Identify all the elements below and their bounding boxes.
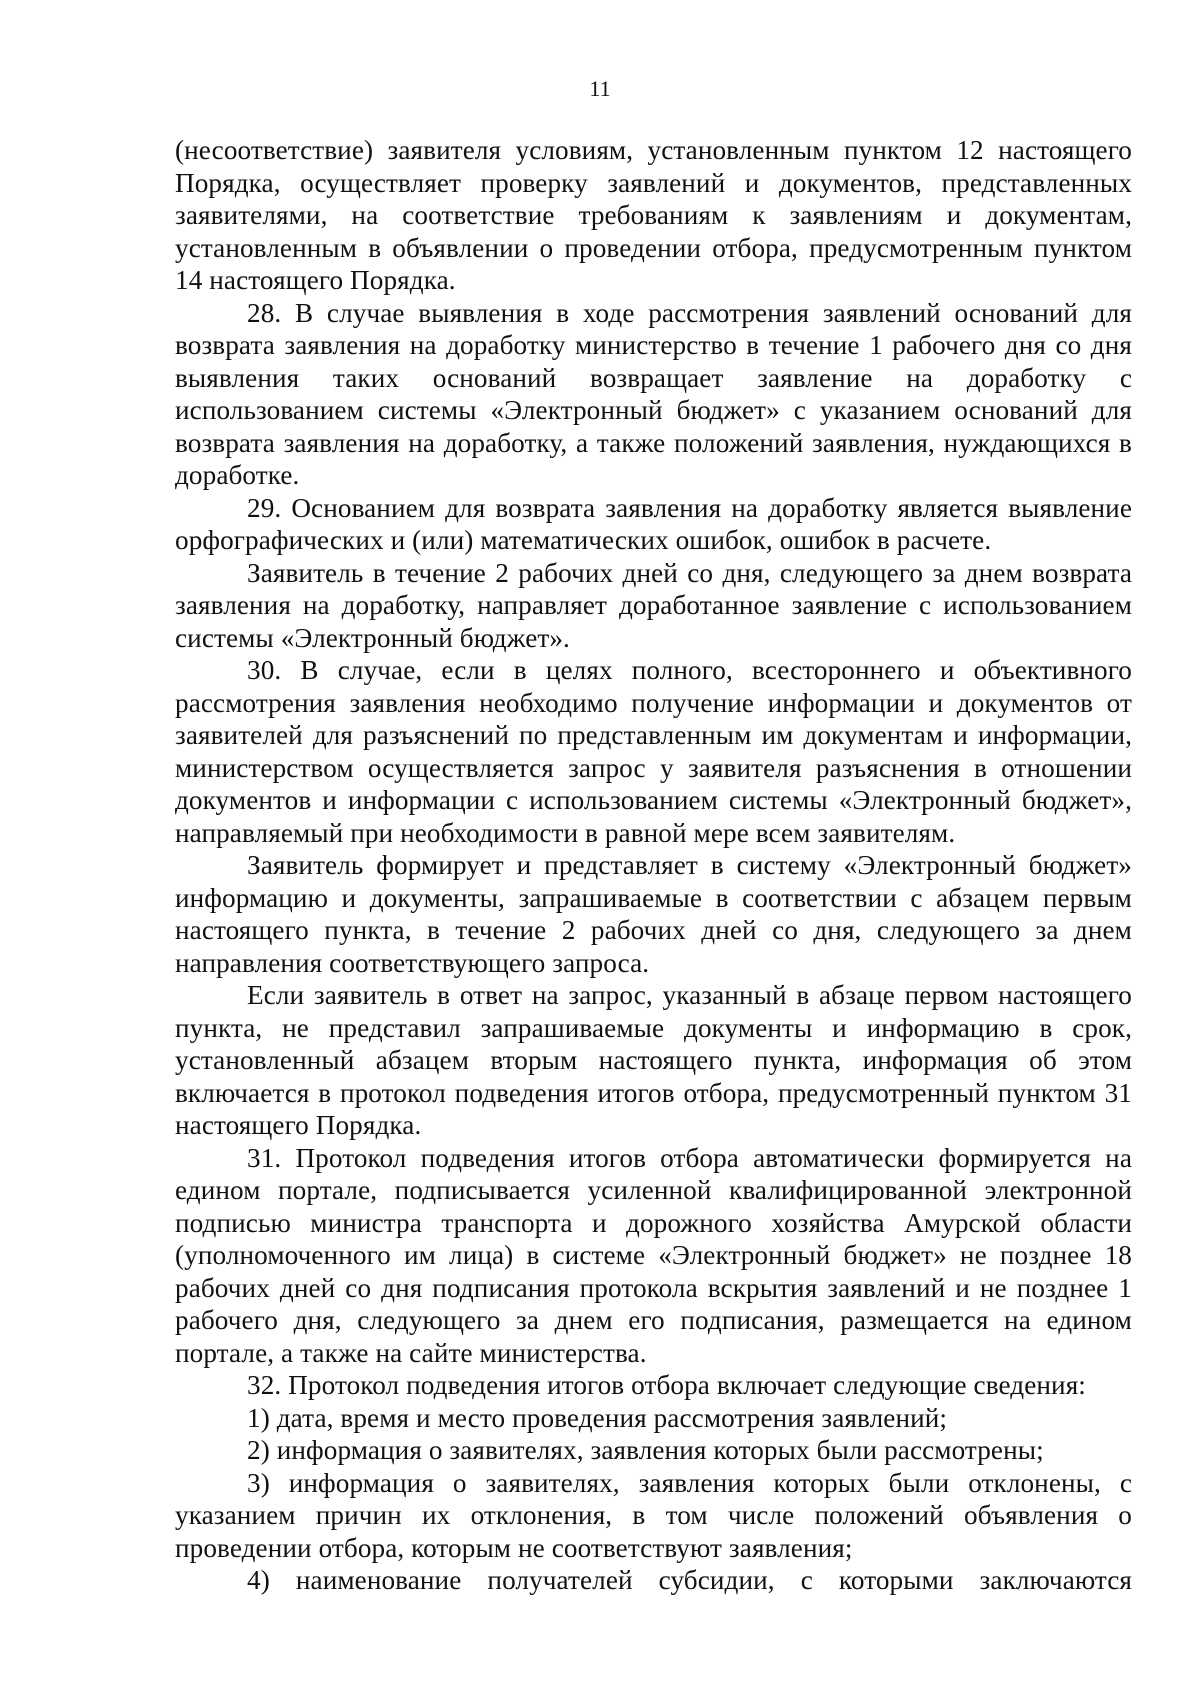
list-item-2: 2) информация о заявителях, заявления которых были рассмотрены; bbox=[247, 1435, 1044, 1465]
list-item-4: 4) наименование получателей субсидии, с которыми заключаются bbox=[247, 1565, 1132, 1595]
list-item-1: 1) дата, время и место проведения рассмотрения заявлений; bbox=[247, 1402, 948, 1433]
document-body bbox=[175, 134, 1132, 1597]
paragraph-item-31: 31. Протокол подведения итогов отбора автоматически формируется на едином портале, подписывается усиленной квалифицированной электронной подписью министра транспорта и дорожного хозяйства Амурской области (уполномоченного им лица) в системе «Электронный бюджет» не позднее 18 рабочих дней со дня подписания протокола вскрытия заявлений и не позднее 1 рабочего дня, следующего за днем его подписания, размещается на едином портале, а также на сайте министерства. bbox=[175, 1142, 1132, 1368]
paragraph-item-29-resubmission: Заявитель в течение 2 рабочих дней со дня, следующего за днем возврата заявления на доработку, направляет доработанное заявление с использованием системы «Электронный бюджет». bbox=[175, 557, 1132, 653]
paragraph-continuation: (несоответствие) заявителя условиям, установленным пунктом 12 настоящего Порядка, осуществляет проверку заявлений и документов, представленных заявителями, на соответствие требованиям к заявлениям и документам, установленным в объявлении о проведении отбора, предусмотренным пунктом 14 настоящего Порядка. bbox=[175, 135, 1132, 295]
paragraph-item-32: 32. Протокол подведения итогов отбора включает следующие сведения: bbox=[247, 1370, 1086, 1400]
paragraph-item-30-response: Заявитель формирует и представляет в систему «Электронный бюджет» информацию и документы, запрашиваемые в соответствии с абзацем первым настоящего пункта, в течение 2 рабочих дней со дня, следующего за днем направления соответствующего запроса. bbox=[175, 850, 1132, 978]
list-item-3: 3) информация о заявителях, заявления которых были отклонены, с указанием причин их отклонения, в том числе положений объявления о проведении отбора, которым не соответствуют заявления; bbox=[175, 1467, 1132, 1563]
paragraph-item-29: 29. Основанием для возврата заявления на доработку является выявление орфографических и (или) математических ошибок, ошибок в расчете. bbox=[175, 492, 1132, 555]
paragraph-item-30: 30. В случае, если в целях полного, всестороннего и объективного рассмотрения заявления необходимо получение информации и документов от заявителей для разъяснений по представленным им документам и информации, министерством осуществляется запрос у заявителя разъяснения в отношении документов и информации с использованием системы «Электронный бюджет», направляемый при необходимости в равной мере всем заявителям. bbox=[175, 655, 1132, 848]
page-number: 11 bbox=[589, 76, 611, 101]
paragraph-item-28: 28. В случае выявления в ходе рассмотрения заявлений оснований для возврата заявления на доработку министерство в течение 1 рабочего дня со дня выявления таких оснований возвращает заявление на доработку с использованием системы «Электронный бюджет» с указанием оснований для возврата заявления на доработку, а также положений заявления, нуждающихся в доработке. bbox=[175, 297, 1132, 490]
paragraph-item-30-no-response: Если заявитель в ответ на запрос, указанный в абзаце первом настоящего пункта, не представил запрашиваемые документы и информацию в срок, установленный абзацем вторым настоящего пункта, информация об этом включается в протокол подведения итогов отбора, предусмотренный пунктом 31 настоящего Порядка. bbox=[175, 980, 1132, 1140]
